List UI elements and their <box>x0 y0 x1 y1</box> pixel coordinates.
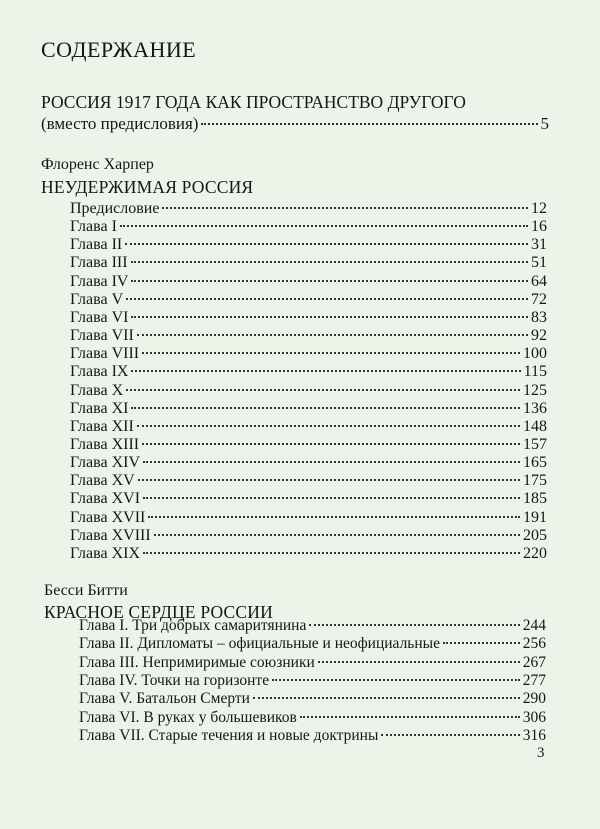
entry-page: 165 <box>523 454 547 472</box>
toc-entry <box>79 726 546 745</box>
leader-dots <box>201 122 537 125</box>
entry-label: Глава I <box>70 218 117 236</box>
page-number: 3 <box>537 745 545 761</box>
leader-dots <box>148 515 520 518</box>
entry-label: Глава I. Три добрых самаритянина <box>79 617 307 634</box>
entry-label: Глава IX <box>70 363 129 381</box>
entry-page: 12 <box>531 200 547 217</box>
intro-subtitle: (вместо предисловия) <box>41 114 199 133</box>
leader-dots <box>143 551 520 554</box>
entry-label: Глава XVII <box>70 508 146 526</box>
toc-entry <box>70 308 547 327</box>
entry-label: Глава XVI <box>70 490 141 508</box>
entry-label: Глава X <box>70 381 124 399</box>
entry-label: Глава XV <box>70 472 135 490</box>
entry-page: 175 <box>523 472 547 490</box>
toc-entry <box>70 399 547 418</box>
leader-dots <box>137 333 528 336</box>
toc-entry <box>70 381 547 400</box>
toc-entry <box>70 544 547 563</box>
entry-page: 205 <box>523 526 547 544</box>
toc-entry <box>79 653 546 672</box>
entry-page: 267 <box>522 653 546 671</box>
entry-label: Глава VIII <box>70 345 140 363</box>
entry-page: 51 <box>531 254 547 272</box>
entry-page: 92 <box>531 327 547 345</box>
toc-entry <box>79 634 546 653</box>
entry-label: Глава XVIII <box>70 526 151 544</box>
leader-dots <box>142 351 520 354</box>
entry-page: 148 <box>523 417 547 435</box>
leader-dots <box>443 641 520 644</box>
leader-dots <box>138 478 520 481</box>
toc-entry <box>79 616 546 635</box>
entry-page: 277 <box>522 671 546 689</box>
leader-dots <box>131 406 520 409</box>
entry-label: Глава V <box>70 290 124 308</box>
leader-dots <box>120 224 528 227</box>
leader-dots <box>125 242 528 245</box>
entry-page: 316 <box>522 726 546 744</box>
entry-label: Глава IV <box>70 272 129 290</box>
toc-entry <box>79 708 546 727</box>
leader-dots <box>126 297 528 300</box>
toc-entry <box>79 671 546 690</box>
leader-dots <box>143 460 520 463</box>
intro-page: 5 <box>540 114 549 133</box>
entry-label: Глава II <box>70 236 123 254</box>
entry-label: Глава XII <box>70 417 134 435</box>
entry-label: Глава XI <box>70 399 129 417</box>
leader-dots <box>131 279 528 282</box>
leader-dots <box>272 678 520 681</box>
entry-page: 136 <box>523 399 547 417</box>
toc-entry <box>70 235 547 254</box>
entry-page: 100 <box>523 345 547 363</box>
section1-title: НЕУДЕРЖИМАЯ РОССИЯ <box>41 177 254 197</box>
section2-author: Бесси Битти <box>44 582 128 599</box>
leader-dots <box>131 260 528 263</box>
leader-dots <box>143 496 520 499</box>
section2-title: КРАСНОЕ СЕРДЦЕ РОССИИ <box>44 602 273 622</box>
toc-entry <box>70 489 547 508</box>
toc-entry <box>70 290 547 309</box>
entry-page: 157 <box>523 435 547 453</box>
toc-entry <box>70 199 547 218</box>
page-heading: СОДЕРЖАНИЕ <box>41 37 197 62</box>
entry-page: 16 <box>531 218 547 236</box>
entry-page: 290 <box>522 690 546 708</box>
entry-page: 185 <box>523 490 547 508</box>
leader-dots <box>318 660 520 663</box>
leader-dots <box>137 424 520 427</box>
toc-entry <box>70 453 547 472</box>
leader-dots <box>131 369 520 372</box>
toc-entry <box>70 362 547 381</box>
entry-page: 72 <box>531 290 547 308</box>
entry-page: 31 <box>531 236 547 254</box>
leader-dots <box>142 442 520 445</box>
entry-page: 115 <box>523 363 547 381</box>
entry-page: 220 <box>523 544 547 562</box>
entry-page: 306 <box>522 708 546 726</box>
entry-label: Предисловие <box>70 200 160 217</box>
entry-label: Глава III. Непримиримые союзники <box>79 653 315 671</box>
leader-dots <box>126 388 520 391</box>
leader-dots <box>381 733 519 736</box>
entry-label: Глава XIII <box>70 435 140 453</box>
toc-entry <box>79 689 546 708</box>
entry-page: 125 <box>523 381 547 399</box>
leader-dots <box>300 715 520 718</box>
toc-entry <box>70 326 547 345</box>
entry-label: Глава IV. Точки на горизонте <box>79 671 270 689</box>
entry-label: Глава XIX <box>70 544 141 562</box>
toc-entry <box>70 508 547 527</box>
entry-page: 64 <box>531 272 547 290</box>
entry-label: Глава XIV <box>70 454 141 472</box>
entry-page: 83 <box>531 308 547 326</box>
entry-label: Глава II. Дипломаты – официальные и неофициальные <box>79 635 440 653</box>
leader-dots <box>309 623 519 626</box>
toc-entry <box>70 417 547 436</box>
toc-entry <box>70 253 547 272</box>
leader-dots <box>162 206 528 209</box>
leader-dots <box>253 696 520 699</box>
entry-page: 256 <box>522 635 546 653</box>
entry-label: Глава V. Батальон Смерти <box>79 690 250 708</box>
entry-label: Глава VII. Старые течения и новые доктрины <box>79 726 379 744</box>
leader-dots <box>154 533 520 536</box>
entry-label: Глава VI. В руках у большевиков <box>79 708 297 726</box>
toc-entry <box>70 344 547 363</box>
section1-author: Флоренс Харпер <box>41 156 154 173</box>
entry-page: 244 <box>522 617 546 634</box>
entry-label: Глава VII <box>70 327 134 345</box>
intro-title: РОССИЯ 1917 ГОДА КАК ПРОСТРАНСТВО ДРУГОГО <box>41 92 466 112</box>
leader-dots <box>131 315 528 318</box>
entry-label: Глава III <box>70 254 128 272</box>
toc-entry <box>70 471 547 490</box>
toc-entry <box>70 272 547 291</box>
intro-entry <box>41 114 549 133</box>
entry-page: 191 <box>523 508 547 526</box>
toc-entry <box>70 526 547 545</box>
toc-entry <box>70 435 547 454</box>
toc-entry <box>70 217 547 236</box>
entry-label: Глава VI <box>70 308 129 326</box>
